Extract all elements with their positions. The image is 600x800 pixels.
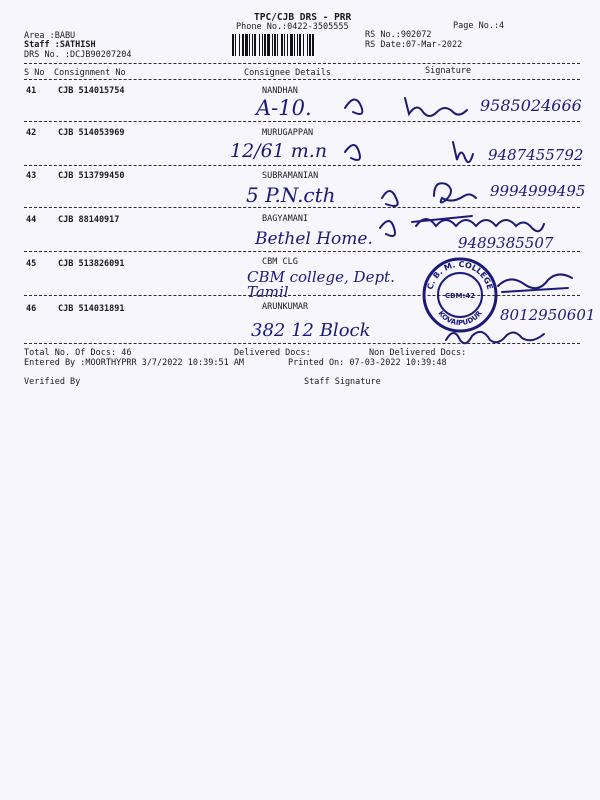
row-consignee: MURUGAPPAN <box>262 128 314 138</box>
document-title: TPC/CJB DRS - PRR <box>254 12 352 23</box>
handwritten-signature <box>372 208 572 238</box>
col-header-consignment: Consignment No <box>54 68 126 78</box>
header-rule-bottom <box>24 79 580 80</box>
row-rule <box>24 165 580 166</box>
handwritten-address: 12/61 m.n <box>230 140 328 162</box>
handwritten-signature <box>440 322 560 348</box>
non-delivered-docs: Non Delivered Docs: <box>369 348 467 358</box>
row-sno: 43 <box>26 171 37 181</box>
handwritten-phone: 9585024666 <box>480 96 582 115</box>
col-header-signature: Signature <box>425 66 472 76</box>
handwritten-phone: 9487455792 <box>488 146 584 164</box>
staff-signature: Staff Signature <box>304 377 381 387</box>
row-consignee: CBM CLG <box>262 257 298 267</box>
rs-date: RS Date:07-Mar-2022 <box>365 40 463 50</box>
phone-number: Phone No.:0422-3505555 <box>236 22 349 32</box>
col-header-consignee: Consignee Details <box>244 68 331 78</box>
row-consignee: NANDHAN <box>262 86 298 96</box>
handwritten-signature <box>335 136 495 166</box>
handwritten-address: A-10. <box>256 96 312 120</box>
svg-text:C. B. M. COLLEGE <box>426 260 495 291</box>
verified-by: Verified By <box>24 377 81 387</box>
handwritten-phone: 8012950601 <box>500 306 596 324</box>
row-rule <box>24 343 580 344</box>
drs-number: DRS No. :DCJB90207204 <box>24 50 132 60</box>
row-rule <box>24 251 580 252</box>
handwritten-address: CBM college, Dept. Tamil <box>247 268 395 301</box>
row-rule <box>24 121 580 122</box>
row-consignment: CJB 514031891 <box>58 304 125 314</box>
entered-by: Entered By :MOORTHYPRR 3/7/2022 10:39:51 AM <box>24 358 245 368</box>
row-sno: 42 <box>26 128 37 138</box>
row-consignee: ARUNKUMAR <box>262 302 309 312</box>
row-sno: 45 <box>26 259 37 269</box>
col-header-sno: S No <box>24 68 45 78</box>
row-sno: 46 <box>26 304 37 314</box>
printed-on: Printed On: 07-03-2022 10:39:48 <box>288 358 447 368</box>
seal-bottom-text: KOVAIPUDUR <box>436 309 484 328</box>
row-sno: 41 <box>26 86 37 96</box>
total-docs: Total No. Of Docs: 46 <box>24 348 132 358</box>
row-sno: 44 <box>26 215 37 225</box>
header-rule <box>24 63 580 64</box>
seal-center-text: CBM:42 <box>445 292 475 300</box>
handwritten-address: 382 12 Block <box>251 320 371 341</box>
row-consignment: CJB 514015754 <box>58 86 125 96</box>
staff-field: Staff :SATHISH <box>24 40 96 50</box>
page-number: Page No.:4 <box>453 21 505 31</box>
handwritten-phone: 9994999495 <box>490 182 586 200</box>
barcode <box>232 34 356 56</box>
row-consignment: CJB 88140917 <box>58 215 120 225</box>
seal-top-text: C. B. M. COLLEGE <box>425 259 495 291</box>
delivered-docs: Delivered Docs: <box>234 348 311 358</box>
handwritten-phone: 9489385507 <box>458 234 554 252</box>
row-rule <box>24 295 580 296</box>
row-consignment: CJB 513799450 <box>58 171 125 181</box>
row-consignee: BAGYAMANI <box>262 214 309 224</box>
area-field: Area :BABU <box>24 31 76 41</box>
handwritten-signature <box>490 268 580 298</box>
rs-number: RS No.:902072 <box>365 30 432 40</box>
handwritten-address: 5 P.N.cth <box>246 183 336 207</box>
handwritten-signature <box>335 90 475 118</box>
row-consignment: CJB 513826091 <box>58 259 125 269</box>
handwritten-address: Bethel Home. <box>255 229 373 249</box>
row-consignment: CJB 514053969 <box>58 128 125 138</box>
row-consignee: SUBRAMANIAN <box>262 171 319 181</box>
